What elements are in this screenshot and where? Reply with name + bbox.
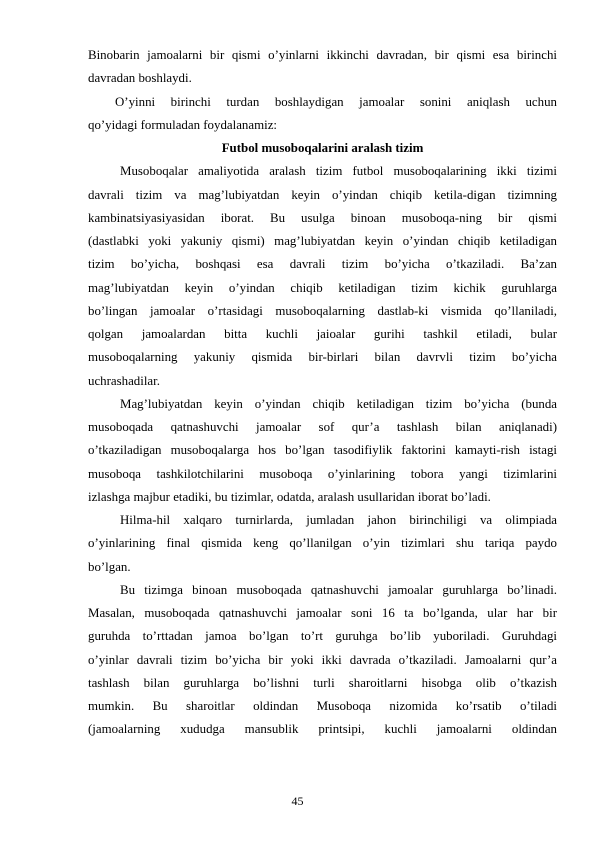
text-line: o’tkaziladigan musoboqalarga hos bo’lgan tasodifiylik faktorini kamayti-rish istagi: [88, 443, 557, 458]
text-line: guruhda to’rttadan jamoa bo’lgan to’rt guruhga bo’lib yuboriladi. Guruhdagi: [88, 629, 557, 644]
text-line: davrali tizim va mag’lubiyatdan keyin o’yindan chiqib ketila-digan tizimning: [88, 187, 557, 202]
text-line: musoboqada qatnashuvchi jamoalar sof qur’a tashlash bilan aniqlanadi): [88, 420, 557, 434]
text-line: izlashga majbur etadiki, bu tizimlar, odatda, aralash usullaridan iborat bo’ladi.: [88, 489, 491, 504]
text-line: tashlash bilan guruhlarga bo’lishni turli sharoitlarni hisobga olib o’tkazish: [88, 675, 557, 690]
text-line: qo’yidagi formuladan foydalanamiz:: [88, 117, 277, 132]
text-line: (dastlabki yoki yakuniy qismi) mag’lubiyatdan keyin o’yindan chiqib ketiladigan: [88, 234, 557, 248]
section-heading: Futbol musoboqalarini aralash tizim: [221, 141, 424, 155]
text-line: Musoboqalar amaliyotida aralash tizim futbol musoboqalarining ikki tizimi: [120, 164, 557, 179]
text-line: musoboqa tashkilotchilarini musoboqa o’yinlarining tobora yangi tizimlarini: [88, 466, 557, 481]
text-line: Masalan, musoboqada qatnashuvchi jamoalar soni 16 ta bo’lganda, ular har bir: [88, 606, 557, 620]
text-line: musoboqalarning yakuniy qismida bir-birlari bilan davrvli tizim bo’yicha: [88, 350, 557, 365]
text-line: o’yinlar davrali tizim bo’yicha bir yoki ikki davrada o’tkaziladi. Jamoalarni qur’a: [88, 652, 557, 667]
text-line: tizim bo’yicha, boshqasi esa davrali tizim bo’yicha o’tkaziladi. Ba’zan: [88, 257, 557, 272]
text-line: o’yinlarining final qismida keng qo’llanilgan o’yin tizimlari shu tariqa paydo: [88, 536, 557, 551]
text-line: davradan boshlaydi.: [88, 71, 192, 86]
document-page: [88, 44, 557, 742]
text-line: Binobarin jamoalarni bir qismi o’yinlarni ikkinchi davradan, bir qismi esa birinchi: [88, 48, 557, 62]
text-line: kambinatsiyasiyasidan iborat. Bu usulga binoan musoboqa-ning bir qismi: [88, 210, 557, 225]
text-line: qolgan jamoalardan bitta kuchli jaioalar gurihi tashkil etiladi, bular: [88, 327, 557, 341]
page-number: 45: [291, 794, 304, 808]
text-line: uchrashadilar.: [88, 373, 160, 388]
text-line: bo’lingan jamoalar o’rtasidagi musoboqalarning dastlab-ki vismida qo’llaniladi,: [88, 303, 557, 318]
text-line: mag’lubiyatdan keyin o’yindan chiqib ketiladigan tizim kichik guruhlarga: [88, 280, 557, 295]
text-line: Hilma-hil xalqaro turnirlarda, jumladan jahon birinchiligi va olimpiada: [120, 513, 557, 527]
text-line: (jamoalarning xududga mansublik printsipi, kuchli jamoalarni oldindan: [88, 722, 557, 737]
text-line: mumkin. Bu sharoitlar oldindan Musoboqa nizomida ko’rsatib o’tiladi: [88, 699, 557, 713]
text-line: Mag’lubiyatdan keyin o’yindan chiqib ketiladigan tizim bo’yicha (bunda: [120, 396, 557, 411]
text-line: O’yinni birinchi turdan boshlaydigan jamoalar sonini aniqlash uchun: [115, 94, 557, 109]
text-line: bo’lgan.: [88, 559, 131, 574]
text-line: Bu tizimga binoan musoboqada qatnashuvchi jamoalar guruhlarga bo’linadi.: [120, 582, 557, 597]
